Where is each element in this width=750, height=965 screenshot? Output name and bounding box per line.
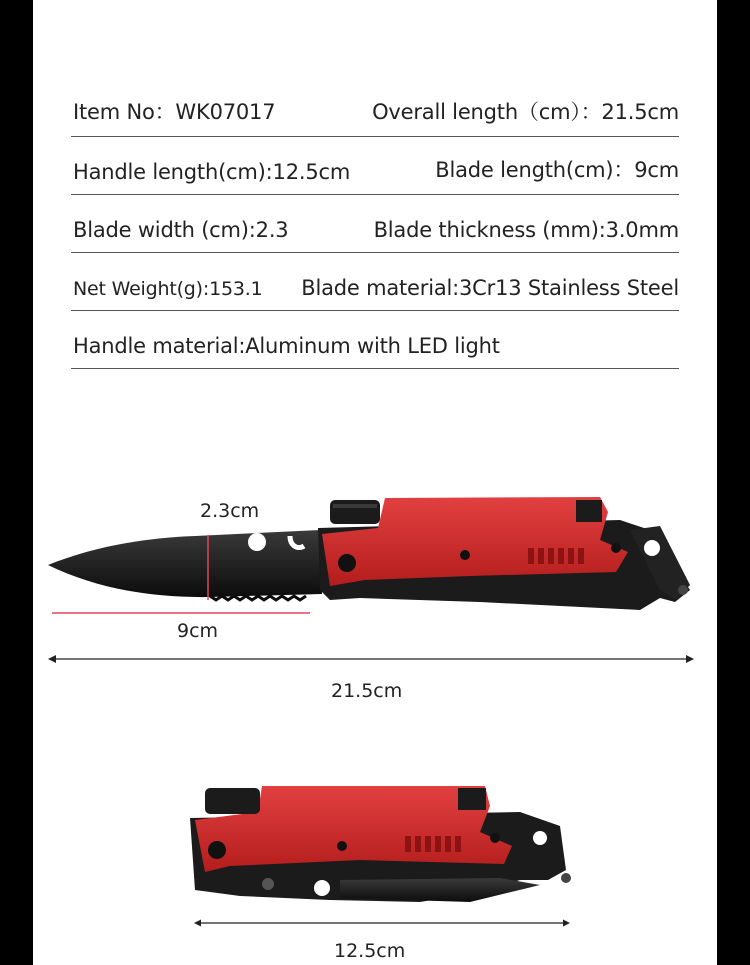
blade-width-label: 2.3cm	[200, 500, 260, 522]
overall-length-spec: Overall length（cm）：21.5cm	[372, 100, 679, 124]
overall-length-label: 21.5cm	[331, 680, 403, 702]
overall-length-arrow	[48, 655, 694, 663]
handle-material-spec: Handle material:Aluminum with LED light	[73, 334, 500, 358]
handle-length-spec: Handle length(cm):12.5cm	[73, 160, 351, 184]
handle-length-arrow	[194, 920, 570, 927]
closed-knife-image	[190, 786, 571, 902]
handle-length-label: 12.5cm	[334, 940, 406, 962]
flashlight-tube	[330, 500, 380, 524]
closed-flashlight	[205, 788, 260, 814]
blade-shape	[48, 530, 322, 597]
blade-width-spec: Blade width (cm):2.3	[73, 218, 289, 242]
pivot-screw	[338, 554, 356, 572]
blade-material-spec: Blade material:3Cr13 Stainless Steel	[301, 276, 679, 300]
blade-thickness-spec: Blade thickness (mm):3.0mm	[373, 218, 679, 242]
blade-length-label: 9cm	[177, 620, 219, 642]
net-weight-spec: Net Weight(g):153.1	[73, 278, 263, 300]
serrated-edge	[210, 596, 306, 600]
open-knife-image	[48, 497, 690, 610]
blade-length-spec: Blade length(cm)：9cm	[435, 158, 679, 182]
item-number: Item No：WK07017	[73, 100, 276, 124]
closed-blade-spine	[340, 878, 540, 902]
